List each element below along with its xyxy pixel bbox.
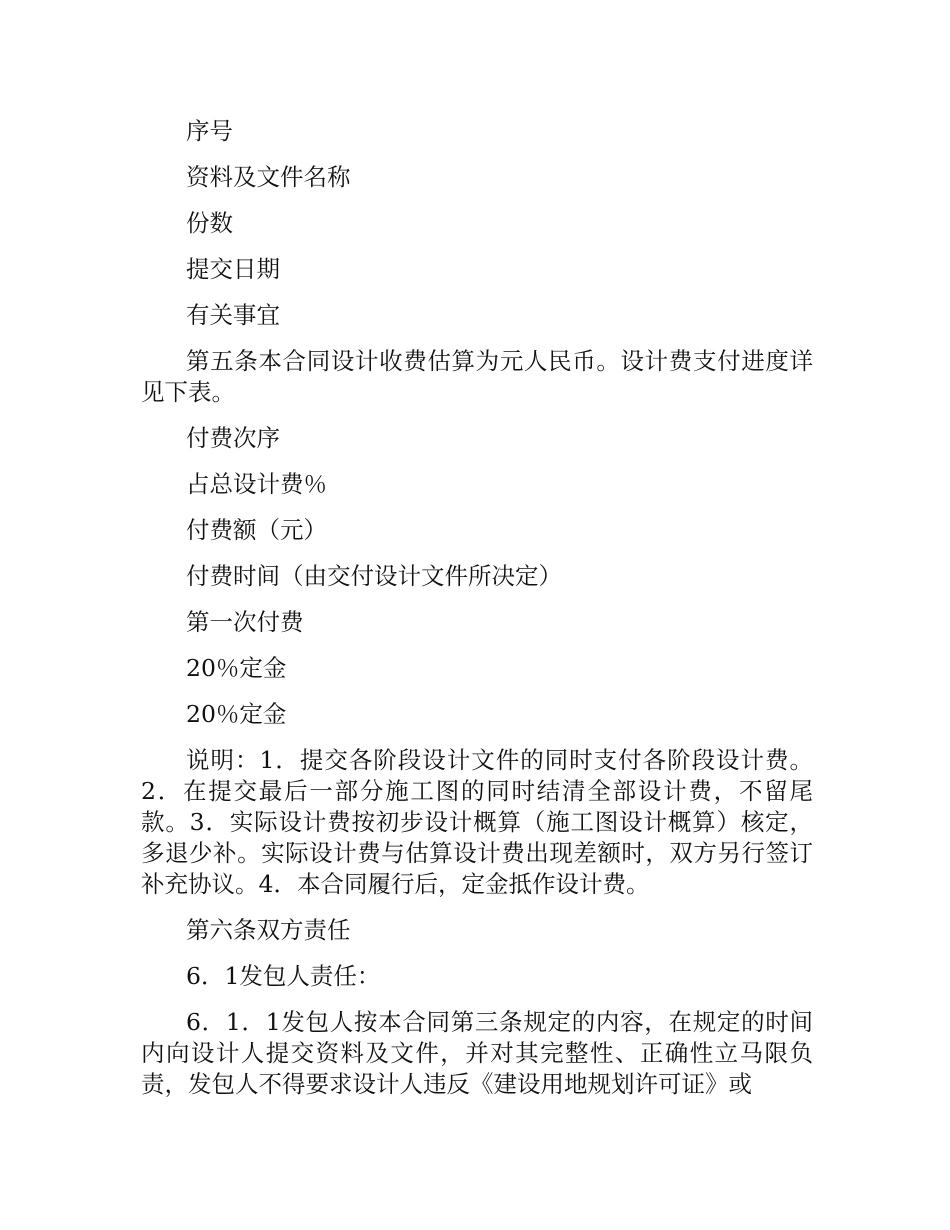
article-six-heading: 第六条双方责任 [186,915,351,944]
fee-table-header-amount: 付费额（元） [186,515,327,544]
fee-table-first-payment: 第一次付费 [186,607,304,636]
document-page [141,108,813,1107]
fee-notes-paragraph: 说明：1．提交各阶段设计文件的同时支付各阶段设计费。2．在提交最后一部分施工图的同时结清全部设计费，不留尾款。3．实际设计费按初步设计概算（施工图设计概算）核定，多退少补。实际设计费与估算设计费出现差额时，双方另行签订补充协议。4．本合同履行后，定金抵作设计费。 [141,745,813,898]
table-header-serial-number: 序号 [186,116,233,145]
table-header-submit-date: 提交日期 [186,254,280,283]
fee-table-header-time: 付费时间（由交付设计文件所决定） [186,561,562,590]
section-6-1-1-paragraph: 6．1．1发包人按本合同第三条规定的内容，在规定的时间内向设计人提交资料及文件，并对其完整性、正确性立马限负责，发包人不得要求设计人违反《建设用地规划许可证》或 [141,1007,813,1098]
article-five-fee-estimate: 第五条本合同设计收费估算为元人民币。设计费支付进度详见下表。 [141,346,813,406]
fee-table-header-order: 付费次序 [186,423,280,452]
fee-table-deposit-percent: 20％定金 [186,653,287,682]
fee-table-deposit-amount: 20％定金 [186,699,287,728]
fee-table-header-percent: 占总设计费％ [186,469,327,498]
table-header-document-name: 资料及文件名称 [186,162,351,191]
table-header-related-matters: 有关事宜 [186,300,280,329]
table-header-copies: 份数 [186,208,233,237]
section-6-1-heading: 6．1发包人责任： [186,961,381,990]
